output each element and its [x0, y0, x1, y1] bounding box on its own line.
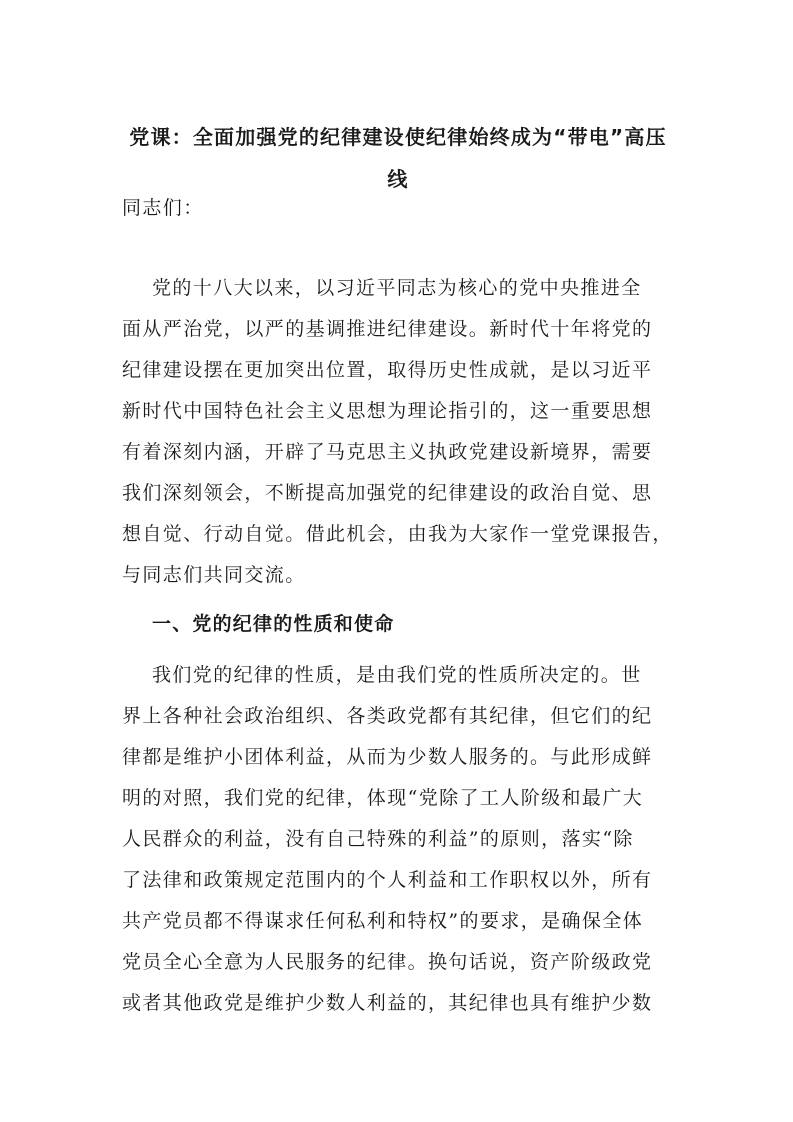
paragraph-line: 与同志们共同交流。 [122, 564, 306, 586]
paragraph-line: 明的对照，我们党的纪律，体现“党除了工人阶级和最广大 [122, 787, 644, 809]
paragraph-line: 人民群众的利益，没有自己特殊的利益”的原则，落实“除 [122, 828, 634, 850]
paragraph-line: 纪律建设摆在更加突出位置，取得历史性成就，是以习近平 [122, 359, 653, 381]
paragraph-line: 想自觉、行动自觉。借此机会，由我为大家作一堂党课报告， [122, 523, 673, 545]
section-heading: 一、党的纪律的性质和使命 [152, 613, 395, 635]
paragraph-line: 我们深刻领会，不断提高加强党的纪律建设的政治自觉、思 [122, 482, 653, 504]
paragraph-line: 新时代中国特色社会主义思想为理论指引的，这一重要思想 [122, 400, 653, 422]
paragraph-line: 律都是维护小团体利益，从而为少数人服务的。与此形成鲜 [122, 746, 653, 768]
paragraph-line: 党员全心全意为人民服务的纪律。换句话说，资产阶级政党 [122, 951, 653, 973]
paragraph-intro [122, 268, 674, 596]
salutation-text: 同志们： [122, 197, 204, 219]
salutation [122, 188, 674, 229]
paragraph-section1 [122, 655, 674, 1024]
paragraph-line: 了法律和政策规定范围内的个人利益和工作职权以外，所有 [122, 869, 653, 891]
paragraph-line: 有着深刻内涵，开辟了马克思主义执政党建设新境界，需要 [122, 441, 653, 463]
title-line: 线 [387, 167, 409, 191]
title-line: 党课：全面加强党的纪律建设使纪律始终成为“带电”高压 [129, 125, 667, 149]
paragraph-line: 我们党的纪律的性质，是由我们党的性质所决定的。世 [152, 664, 642, 686]
paragraph-line: 共产党员都不得谋求任何私利和特权”的要求，是确保全体 [122, 910, 644, 932]
paragraph-line: 面从严治党，以严的基调推进纪律建设。新时代十年将党的 [122, 318, 653, 340]
paragraph-line: 党的十八大以来，以习近平同志为核心的党中央推进全 [152, 277, 642, 299]
paragraph-line: 界上各种社会政治组织、各类政党都有其纪律，但它们的纪 [122, 705, 653, 727]
paragraph-line: 或者其他政党是维护少数人利益的，其纪律也具有维护少数 [122, 992, 653, 1014]
